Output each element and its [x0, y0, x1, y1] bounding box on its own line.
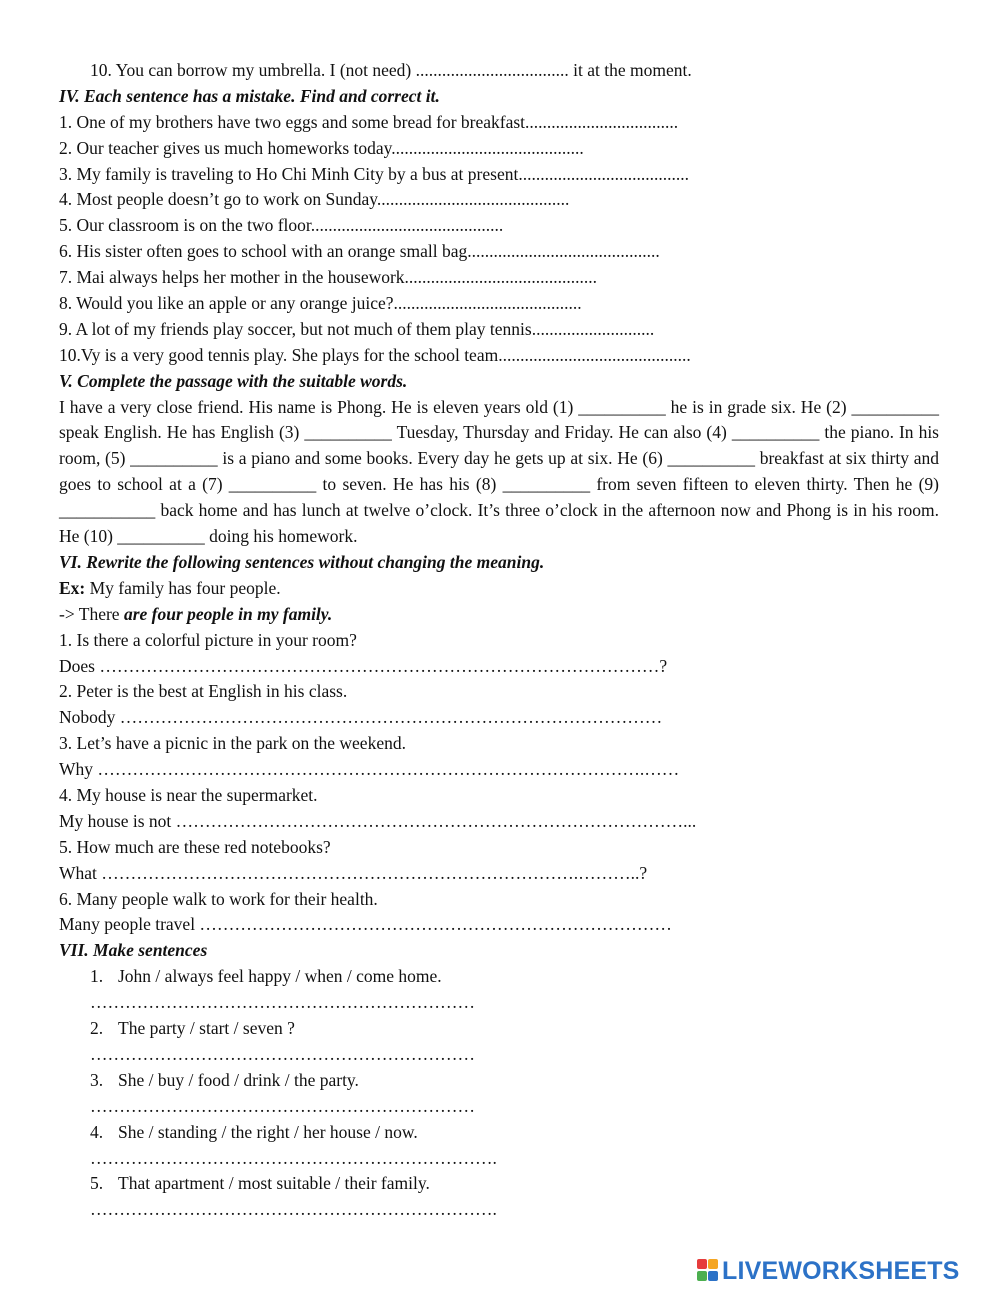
answer-line: What ……………………………………………………………………….………..?: [59, 862, 648, 883]
list-item: 9. A lot of my friends play soccer, but not much of them play tennis............................: [59, 318, 655, 339]
section-vi-list: [59, 628, 939, 939]
item-text: John / always feel happy / when / come home.: [118, 966, 442, 987]
list-item: 1. Is there a colorful picture in your room?: [59, 629, 357, 650]
item-number: 3.: [90, 1069, 104, 1090]
logo-block-icon: [708, 1271, 718, 1281]
list-item: 5. How much are these red notebooks?: [59, 836, 331, 857]
item-text: She / standing / the right / her house / now.: [118, 1121, 418, 1142]
list-item: [59, 1120, 939, 1146]
answer-line: Many people travel ………………………………………………………………………: [59, 914, 672, 935]
list-item: 7. Mai always helps her mother in the housework............................................: [59, 267, 598, 288]
item-text: She / buy / food / drink / the party.: [118, 1069, 359, 1090]
answer-line: Nobody …………………………………………………………………………………: [59, 707, 663, 728]
item-number: 2.: [90, 1018, 104, 1039]
example-answer-bold: are four people in my family.: [123, 603, 333, 624]
example-line: [59, 576, 939, 602]
logo-block-icon: [697, 1259, 707, 1269]
section-iv-heading: IV. Each sentence has a mistake. Find and correct it.: [59, 85, 440, 106]
section-iv-list: [59, 110, 939, 369]
worksheet-page: [59, 58, 939, 1223]
answer-line: My house is not ……………………………………………………………………………...: [59, 810, 697, 831]
liveworksheets-logo[interactable]: [697, 1256, 960, 1286]
example-answer-prefix: -> There: [59, 603, 124, 624]
item-text: That apartment / most suitable / their family.: [118, 1173, 430, 1194]
list-item: 2. Peter is the best at English in his class.: [59, 681, 348, 702]
question-10: 10. You can borrow my umbrella. I (not need) ................................... it at the moment.: [90, 60, 692, 80]
logo-text: LIVEWORKSHEETS: [722, 1256, 960, 1285]
list-item: 4. My house is near the supermarket.: [59, 785, 318, 806]
example-text: My family has four people.: [85, 577, 281, 598]
list-item: 6. Many people walk to work for their health.: [59, 888, 378, 909]
list-item: [59, 1068, 939, 1094]
logo-block-icon: [708, 1259, 718, 1269]
example-answer: [59, 602, 939, 628]
list-item: 4. Most people doesn’t go to work on Sunday............................................: [59, 189, 570, 210]
answer-line: …………………………………………………………….: [90, 1199, 497, 1220]
list-item: [59, 1171, 939, 1197]
answer-line: …………………………………………………………: [90, 1095, 475, 1116]
section-vii-list: [59, 964, 939, 1223]
list-item: 8. Would you like an apple or any orange juice?...........................................: [59, 293, 582, 314]
list-item: 10.Vy is a very good tennis play. She plays for the school team............................................: [59, 344, 691, 365]
list-item: 3. Let’s have a picnic in the park on the weekend.: [59, 733, 406, 754]
item-number: 1.: [90, 966, 104, 987]
list-item: 5. Our classroom is on the two floor............................................: [59, 215, 504, 236]
answer-line: …………………………………………………………: [90, 992, 475, 1013]
liveworksheets-logo-icon: [697, 1259, 719, 1283]
answer-line: Why ………………………………………………………………………………….……: [59, 759, 680, 780]
item-number: 5.: [90, 1173, 104, 1194]
list-item: 2. Our teacher gives us much homeworks today............................................: [59, 137, 584, 158]
item-text: The party / start / seven ?: [118, 1018, 295, 1039]
list-item: [59, 1016, 939, 1042]
logo-block-icon: [697, 1271, 707, 1281]
answer-line: Does ……………………………………………………………………………………?: [59, 655, 668, 676]
list-item: [59, 964, 939, 990]
answer-line: …………………………………………………………….: [90, 1147, 497, 1168]
list-item: 6. His sister often goes to school with an orange small bag............................................: [59, 241, 660, 262]
item-number: 4.: [90, 1121, 104, 1142]
section-v-heading: V. Complete the passage with the suitable words.: [59, 370, 408, 391]
list-item: 3. My family is traveling to Ho Chi Minh City by a bus at present.......................................: [59, 163, 689, 184]
section-vii-heading: VII. Make sentences: [59, 940, 208, 961]
list-item: 1. One of my brothers have two eggs and some bread for breakfast...................................: [59, 111, 679, 132]
answer-line: …………………………………………………………: [90, 1043, 475, 1064]
example-label: Ex:: [59, 577, 86, 598]
section-vi-heading: VI. Rewrite the following sentences without changing the meaning.: [59, 552, 545, 573]
passage-text: I have a very close friend. His name is Phong. He is eleven years old (1) __________ he is in grade six. He (2) __________ speak English. He has English (3) __________ Tuesday, Thursday and Friday. He can also (4) __________ the piano. In his room, (5) __________ is a piano and some books. Every day he gets up at six. He (6) __________ breakfast at six thirty and goes to school at a (7) __________ to seven. He has his (8) __________ from seven fifteen to eleven thirty. Then he (9) ___________ back home and has lunch at twelve o’clock. It’s three o’clock in the afternoon now and Phong is in his room. He (10) __________ doing his homework.: [59, 396, 939, 547]
